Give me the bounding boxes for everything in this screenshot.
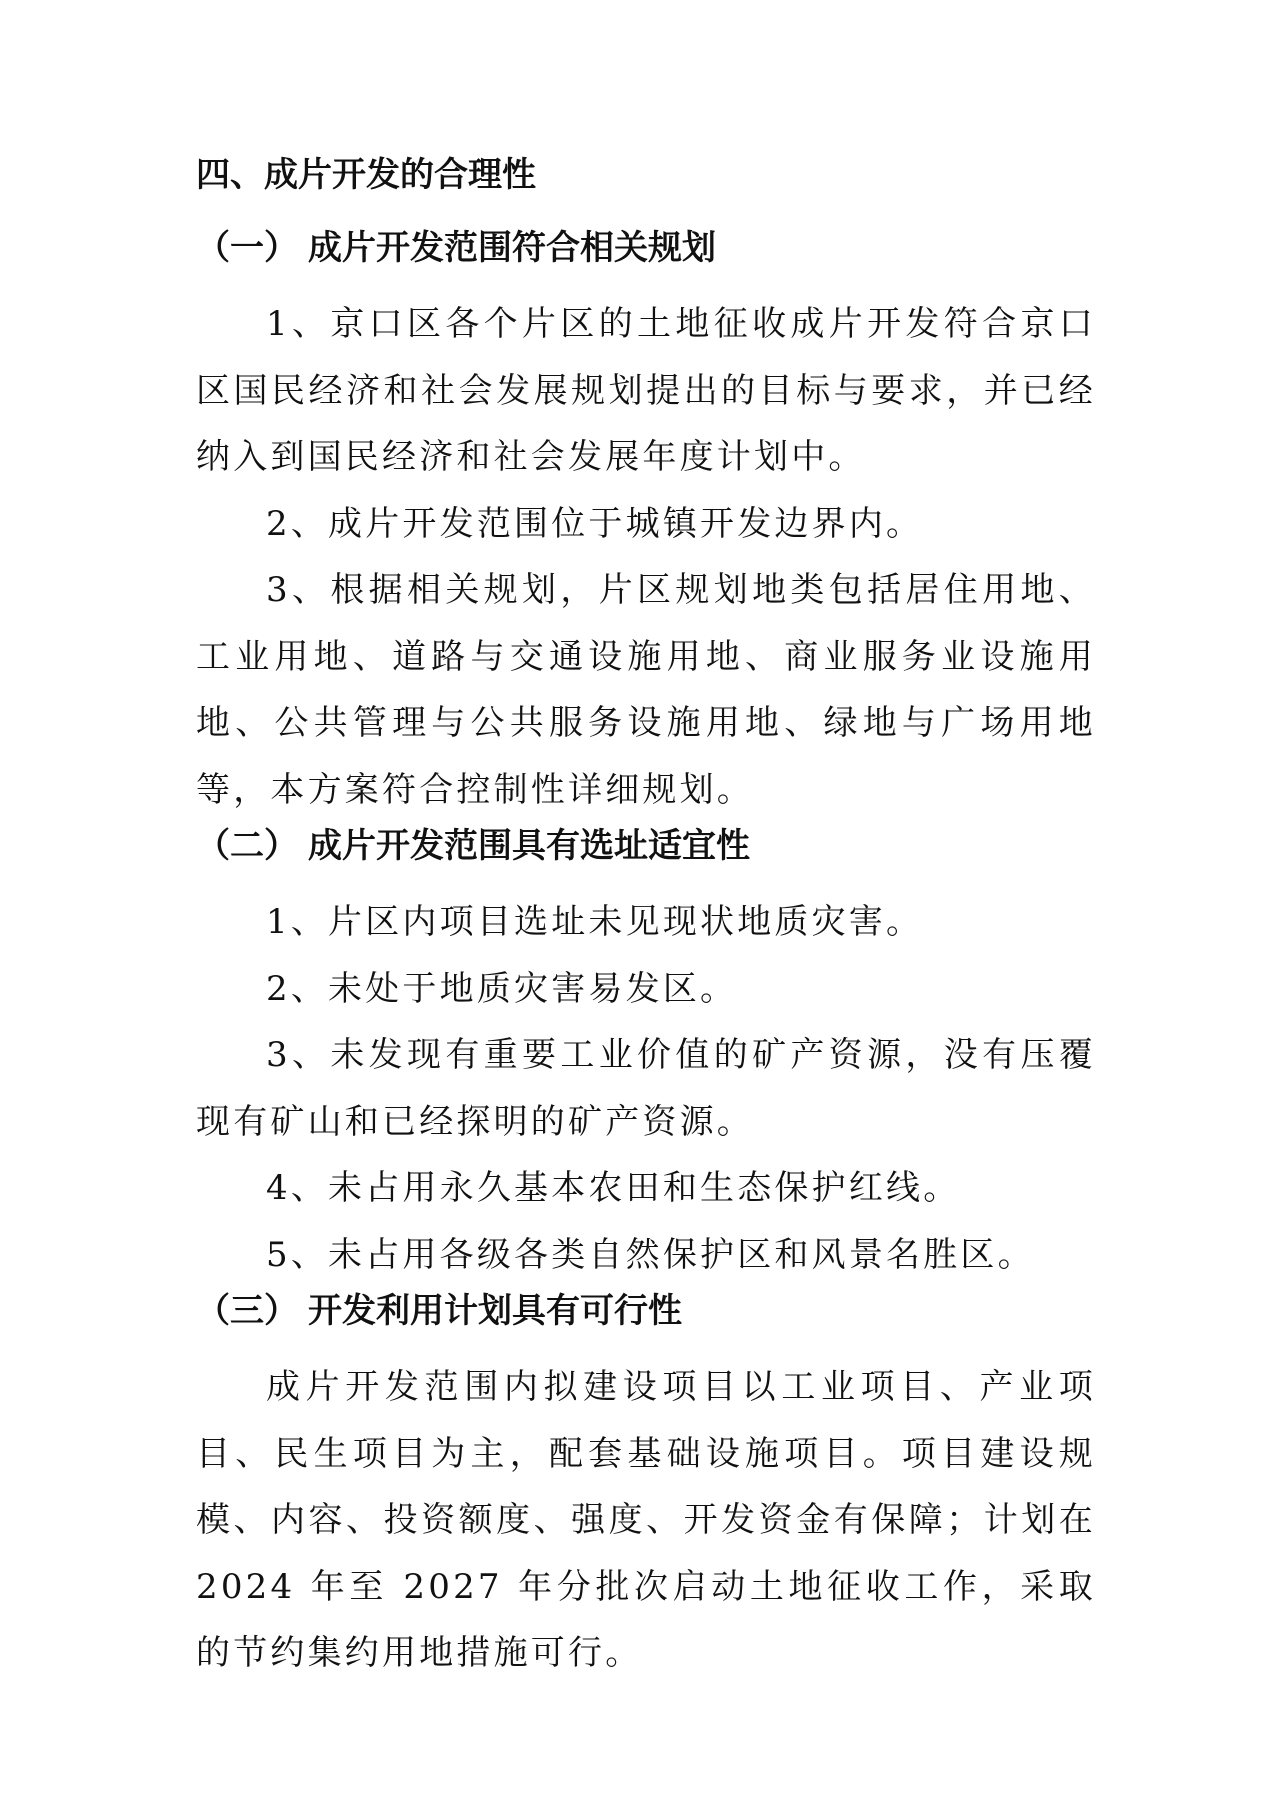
paragraph: 3、未发现有重要工业价值的矿产资源，没有压覆现有矿山和已经探明的矿产资源。 [196,1035,1096,1142]
paragraph: 3、根据相关规划，片区规划地类包括居住用地、工业用地、道路与交通设施用地、商业服务业设施用地、公共管理与公共服务设施用地、绿地与广场用地等，本方案符合控制性详细规划。 [196,570,1096,810]
paragraph: 5、未占用各级各类自然保护区和风景名胜区。 [266,1234,1035,1275]
subsection-number: （一） [196,228,298,268]
subsection-number: （三） [196,1291,298,1331]
section-title: 四、成片开发的合理性 [196,155,536,195]
paragraph: 4、未占用永久基本农田和生态保护红线。 [266,1168,961,1208]
subsection-heading-2 [196,826,1096,866]
paragraph: 1、京口区各个片区的土地征收成片开发符合京口区国民经济和社会发展规划提出的目标与要求，并已经纳入到国民经济和社会发展年度计划中。 [196,304,1096,477]
paragraph: 1、片区内项目选址未见现状地质灾害。 [266,902,924,942]
paragraph: 2、未处于地质灾害易发区。 [266,968,738,1009]
subsection-body-3 [196,1354,1096,1687]
paragraph: 2、成片开发范围位于城镇开发边界内。 [266,503,924,544]
subsection-heading-3 [196,1291,1096,1331]
document-page [196,155,1096,1692]
subsection-heading-text: 开发利用计划具有可行性 [308,1291,682,1331]
paragraph: 成片开发范围内拟建设项目以工业项目、产业项目、民生项目为主，配套基础设施项目。项目建设规模、内容、投资额度、强度、开发资金有保障；计划在 2024 年至 2027 年分批次启动土地征收工作，采取的节约集约用地措施可行。 [196,1367,1096,1673]
subsection-body-2 [196,889,1096,1288]
subsection-number: （二） [196,826,298,866]
subsection-heading-text: 成片开发范围具有选址适宜性 [308,826,750,866]
subsection-body-1 [196,291,1096,823]
subsection-heading-text: 成片开发范围符合相关规划 [308,228,716,268]
subsection-heading-1 [196,228,1096,268]
